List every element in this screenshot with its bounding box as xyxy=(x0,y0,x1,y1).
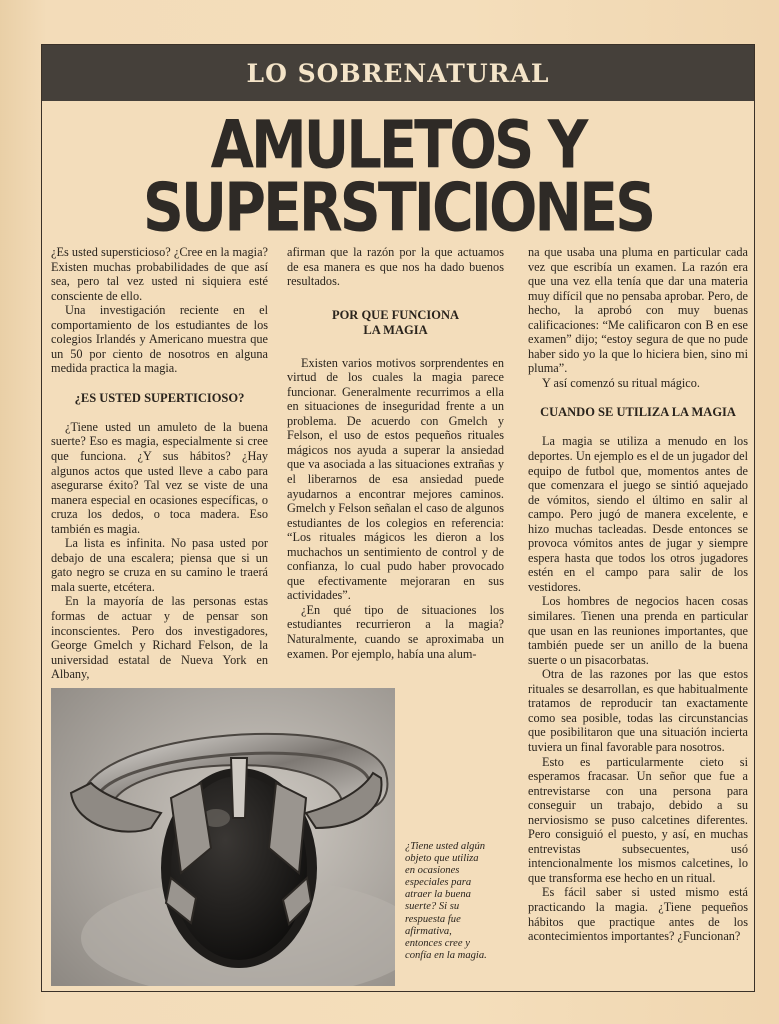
text-column-1 xyxy=(51,245,268,682)
paragraph: ¿Es usted supersticioso? ¿Cree en la magia? Existen muchas probabilidades de que así sea, pero tal vez usted ni siquiera esté consciente de ello. xyxy=(51,245,268,303)
paragraph: Una investigación reciente en el comportamiento de los estudiantes de los colegios Irlandés y Americano muestra que un 50 por ciento de nosotros en alguna medida practica la magia. xyxy=(51,303,268,376)
paragraph: La lista es infinita. No pasa usted por debajo de una escalera; piensa que si un gato negro se cruza en su camino le traerá mala suerte, etcétera. xyxy=(51,536,268,594)
text-column-3 xyxy=(528,245,748,944)
paragraph: En la mayoría de las personas estas formas de actuar y de pensar son inconscientes. Pero dos investigadores, George Gmelch y Richard Felson, de la universidad estatal de Nueva York en Albany, xyxy=(51,594,268,682)
paragraph: ¿En qué tipo de situaciones los estudiantes recurrieron a la magia? Naturalmente, cuando se aproximaba un examen. Por ejemplo, había una alum- xyxy=(287,602,504,661)
paragraph: afirman que la razón por la que actuamos de esa manera es que nos ha dado buenos resultados. xyxy=(287,245,504,289)
paragraph: Y así comenzó su ritual mágico. xyxy=(542,375,700,390)
subheading-line-2: LA MAGIA xyxy=(363,322,428,337)
subheading xyxy=(287,308,504,338)
paragraph: Es fácil saber si usted mismo está practicando la magia. ¿Tiene pequeños hábitos que practique antes de los acontecimientos importantes? ¿Funcionan? xyxy=(528,885,748,944)
section-header-bar xyxy=(42,45,754,101)
paragraph: Esto es particularmente cieto si esperamos fracasar. Un señor que fue a entrevistarse con una persona para conseguir un trabajo, debido a su nerviosismo se puso calcetines diferentes. Pero consiguió el puesto, y así, en muchas entrevistas subsecuentes, usó intencionalmente los mismos calcetines, lo que transforma ese hecho en un ritual. xyxy=(528,754,748,885)
subheading-line-1: POR QUE FUNCIONA xyxy=(331,307,460,322)
subheading: CUANDO SE UTILIZA LA MAGIA xyxy=(540,405,736,420)
section-title: LO SOBRENATURAL xyxy=(246,58,550,88)
article-frame xyxy=(41,44,755,992)
headline-line-2: SUPERSTICIONES xyxy=(142,169,654,247)
paragraph: Los hombres de negocios hacen cosas similares. Tienen una prenda en particular que usan en las reuniones importantes, que también puede ser un anillo de la buena suerte o un pisacorbatas. xyxy=(528,594,748,667)
paragraph: Otra de las razones por las que estos rituales se desarrollan, es que habitualmente tratamos de reproducir tan exactamente como sea posible, todas las circunstancias que posibilitaron que una situación incierta tuviera un final favorable para nosotros. xyxy=(528,667,748,754)
text-column-2 xyxy=(287,245,504,661)
ring-illustration xyxy=(51,688,395,986)
headline-line-1: AMULETOS Y xyxy=(210,107,586,184)
paragraph: na que usaba una pluma en particular cada vez que escribía un examen. La razón era que una vez ella tenía que dar una materia muy difícil que no pensaba aprobar. Pero, de hecho, la aprobó con muy buenas calificaciones: “Me calificaron con B en ese examen” dijo; “estoy segura de que no pude haber sido yo la que lo hiciera bien, sino mi pluma”. xyxy=(528,245,748,376)
ring-photo xyxy=(51,688,395,986)
paragraph: La magia se utiliza a menudo en los deportes. Un ejemplo es el de un jugador del equipo de futbol que, momentos antes de que comenzara el juego se sintió aquejado de vómitos, siendo el último en salir al campo. Pero jugó de manera excelente, e hizo muchas tacleadas. Desde entonces se provoca vómitos antes de jugar y siempre espera hasta que todos los otros jugadores estén en el campo para salir de los vestidores. xyxy=(528,434,748,594)
paragraph: ¿Tiene usted un amuleto de la buena suerte? Eso es magia, especialmente si cree que funciona. ¿Y sus hábitos? ¿Hay algunos actos que usted lleve a cabo para asegurarse éxito? Tal vez se viste de una manera especial en ocasiones específicas, o cruza los dedos, o toca madera. Eso también es magia. xyxy=(51,419,268,536)
paragraph: Existen varios motivos sorprendentes en virtud de los cuales la magia parece funcionar. Generalmente recurrimos a ella en situaciones de inseguridad frente a un problema. De acuerdo con Gmelch y Felson, el uso de estos pequeños rituales mágicos nos ayuda a superar la ansiedad que va asociada a las situaciones extrañas y el liberarnos de esa ansiedad puede ayudarnos a encontrar mejores caminos. Gmelch y Felson señalan el caso de algunos estudiantes de los colegios en referencia: “Los rituales mágicos les dieron a los muchachos un sentimiento de control y de confianza, lo cual pudo haber provocado que efectivamente mejoraran en sus actividades”. xyxy=(287,355,504,603)
photo-caption: ¿Tiene usted algún objeto que utiliza en ocasiones especiales para atraer la buena suerte? Si su respuesta fue afirmativa, entonces cree y confía en la magia. xyxy=(405,841,487,961)
subheading: ¿ES USTED SUPERTICIOSO? xyxy=(74,390,245,405)
